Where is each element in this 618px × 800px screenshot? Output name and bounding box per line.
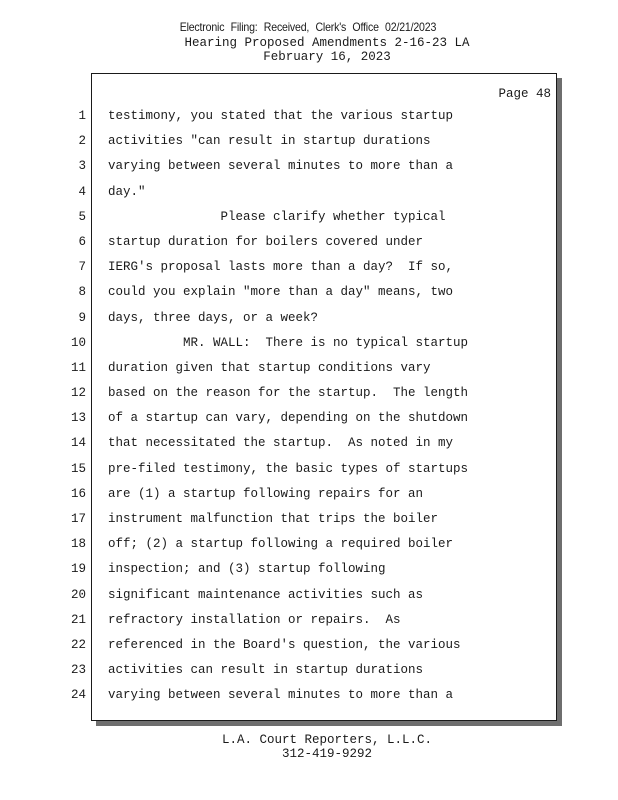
transcript-line: varying between several minutes to more than a xyxy=(108,159,454,174)
transcript-line: referenced in the Board's question, the various xyxy=(108,637,461,652)
transcript-line: MR. WALL: There is no typical startup xyxy=(108,335,469,350)
line-number: 18 xyxy=(70,537,86,552)
transcript-line: duration given that startup conditions vary xyxy=(108,360,431,375)
transcript-line: activities "can result in startup durations xyxy=(108,134,431,149)
transcript-line: pre-filed testimony, the basic types of startups xyxy=(108,461,469,476)
line-number: 14 xyxy=(70,436,86,451)
line-number: 13 xyxy=(70,411,86,426)
line-number: 17 xyxy=(70,512,86,526)
line-number: 7 xyxy=(78,260,86,275)
line-number: 19 xyxy=(70,562,86,577)
transcript-line: could you explain "more than a day" means, two xyxy=(108,285,454,300)
header-date: February 16, 2023 xyxy=(263,50,391,64)
filing-stamp: Electronic Filing: Received, Clerk's Office 02/21/2023 xyxy=(179,20,437,34)
line-number: 4 xyxy=(78,184,86,199)
transcript-line: days, three days, or a week? xyxy=(108,310,319,325)
transcript-line: based on the reason for the startup. The length xyxy=(108,386,469,401)
line-number-column xyxy=(0,108,86,713)
line-number: 12 xyxy=(70,386,86,401)
line-number: 15 xyxy=(70,461,86,476)
line-number: 10 xyxy=(70,335,86,350)
transcript-line: IERG's proposal lasts more than a day? If so, xyxy=(108,260,454,275)
line-number: 5 xyxy=(78,209,86,224)
transcript-line: inspection; and (3) startup following xyxy=(108,562,386,577)
line-number: 23 xyxy=(70,663,86,678)
transcript-line: off; (2) a startup following a required boiler xyxy=(108,537,454,552)
line-number: 9 xyxy=(78,310,86,325)
footer-reporter-name: L.A. Court Reporters, L.L.C. xyxy=(221,733,433,747)
transcript-line: significant maintenance activities such as xyxy=(108,587,424,602)
line-number: 3 xyxy=(78,159,86,174)
line-number: 24 xyxy=(70,688,86,703)
line-number: 22 xyxy=(70,637,86,652)
transcript-line: instrument malfunction that trips the boiler xyxy=(108,512,439,526)
transcript-line: are (1) a startup following repairs for an xyxy=(108,486,424,501)
line-number: 20 xyxy=(70,587,86,602)
line-number: 2 xyxy=(78,134,86,149)
transcript-line: varying between several minutes to more than a xyxy=(108,688,454,703)
header-title: Hearing Proposed Amendments 2-16-23 LA xyxy=(184,36,470,50)
line-number: 11 xyxy=(70,360,86,375)
page-number: Page 48 xyxy=(498,87,551,101)
line-number: 1 xyxy=(78,109,86,123)
transcript-line: refractory installation or repairs. As xyxy=(108,612,401,627)
transcript-line: that necessitated the startup. As noted in my xyxy=(108,436,454,451)
transcript-line: startup duration for boilers covered under xyxy=(108,234,424,249)
transcript-text xyxy=(108,108,548,713)
transcript-line: Please clarify whether typical xyxy=(108,209,446,224)
line-number: 6 xyxy=(78,234,86,249)
transcript-line: testimony, you stated that the various startup xyxy=(108,109,454,123)
line-number: 21 xyxy=(70,612,86,627)
transcript-line: of a startup can vary, depending on the shutdown xyxy=(108,411,469,426)
line-number: 16 xyxy=(70,486,86,501)
transcript-line: activities can result in startup durations xyxy=(108,663,424,678)
line-number: 8 xyxy=(78,285,86,300)
footer-phone: 312-419-9292 xyxy=(281,747,372,761)
transcript-line: day." xyxy=(108,184,146,199)
